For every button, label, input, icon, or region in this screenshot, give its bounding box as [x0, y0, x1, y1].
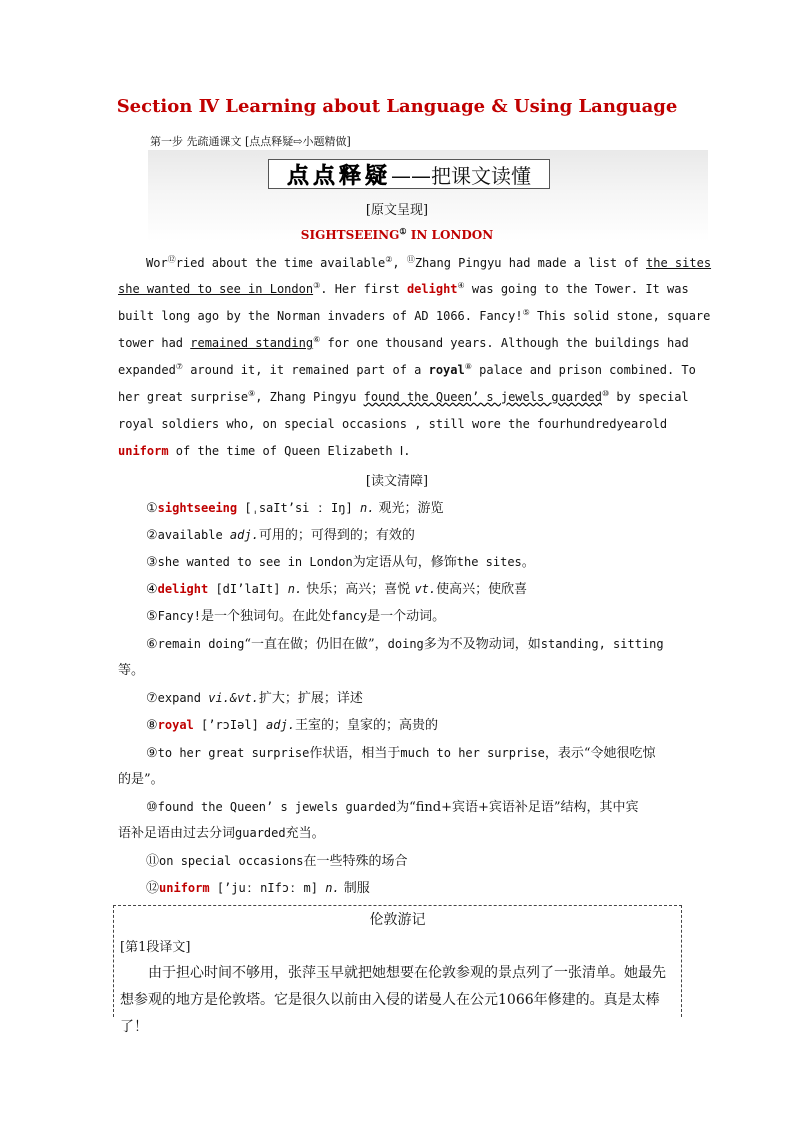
note-8: ⑧royal [’rɔIəl] adj.王室的；皇家的；高贵的: [146, 718, 438, 733]
passage-line-8: uniform of the time of Queen Elizabeth Ⅰ.: [118, 444, 411, 458]
heading-key: 点点释疑: [286, 163, 391, 189]
note-7: ⑦expand vi.&vt.扩大；扩展；详述: [146, 691, 363, 706]
note-3: ③she wanted to see in London为定语从句，修饰the sites。: [146, 555, 535, 570]
translation-label: [第1段译文]: [120, 940, 191, 955]
notes-label: [读文清障]: [365, 474, 429, 489]
note-12: ⑫uniform [’juː nIfɔː m] n. 制服: [146, 881, 370, 896]
note-10-cont: 语补足语由过去分词guarded充当。: [118, 826, 325, 841]
passage-line-5: expanded⑦ around it, it remained part of a royal⑧ palace and prison combined. To: [118, 362, 696, 377]
note-6: ⑥remain doing“一直在做；仍旧在做”，doing多为不及物动词，如standing, sitting: [146, 637, 664, 652]
note-4: ④delight [dI’laIt] n. 快乐；高兴；喜悦 vt.使高兴；使欣喜: [146, 582, 528, 597]
note-5: ⑤Fancy!是一个独词句。在此处fancy是一个动词。: [146, 609, 446, 624]
section-title: Section Ⅳ Learning about Language & Using Language: [116, 96, 678, 117]
note-9: ⑨to her great surprise作状语，相当于much to her surprise，表示“令她很吃惊: [146, 746, 656, 761]
step-label: 第一步 先疏通课文 [点点释疑⇨小题精做]: [150, 135, 351, 148]
passage-line-1: Wor⑫ried about the time available②, ⑪Zhang Pingyu had made a list of the sites: [146, 255, 712, 270]
note-10: ⑩found the Queen’ s jewels guarded为“find+宾语+宾语补足语”结构，其中宾: [146, 800, 639, 815]
note-9-cont: 的是”。: [118, 772, 164, 787]
passage-line-6: her great surprise⑨, Zhang Pingyu found the Queen’ s jewels guarded⑩ by special: [118, 389, 689, 404]
note-2: ②available adj.可用的；可得到的；有效的: [146, 528, 415, 543]
note-11: ⑪on special occasions在一些特殊的场合: [146, 854, 408, 869]
translation-box: [113, 905, 682, 1035]
passage-title: SIGHTSEEING① IN LONDON: [300, 226, 494, 242]
note-6-cont: 等。: [118, 663, 145, 678]
passage-line-4: tower had remained standing⑥ for one thousand years. Although the buildings had: [118, 335, 689, 350]
passage-line-3: built long ago by the Norman invaders of AD 1066. Fancy!⑤ This solid stone, square: [118, 308, 711, 323]
original-label: [原文呈现]: [365, 203, 429, 218]
translation-text: 由于担心时间不够用，张萍玉早就把她想要在伦敦参观的景点列了一张清单。她最先想参观的地方是伦敦塔。它是很久以前由入侵的诺曼人在公元1066年修建的。真是太棒了！: [120, 965, 666, 1035]
passage-line-7: royal soldiers who, on special occasions , still wore the fourhundredyearold: [118, 417, 668, 431]
heading-rest: ——把课文读懂: [391, 163, 531, 188]
passage-line-2: she wanted to see in London③. Her first delight④ was going to the Tower. It was: [118, 281, 689, 296]
note-1: ①sightseeing [ˌsaIt’si ː Iŋ] n. 观光；游览: [146, 501, 444, 516]
heading-box: [268, 159, 550, 189]
translation-title: 伦敦游记: [369, 912, 426, 928]
